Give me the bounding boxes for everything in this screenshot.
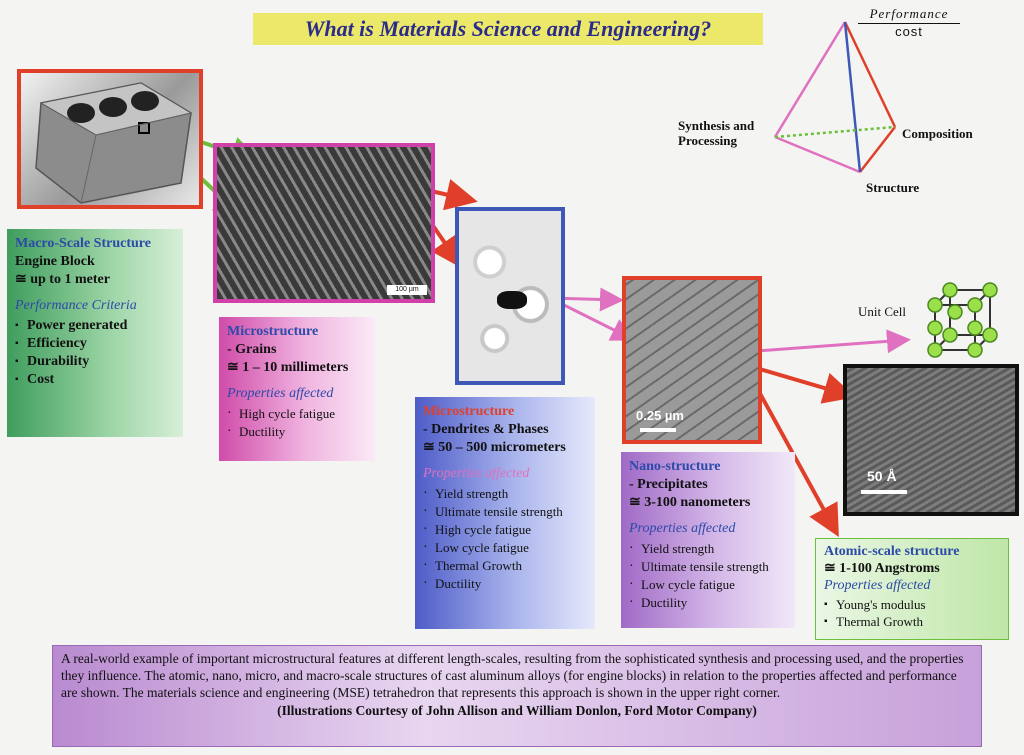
macro-scale-box	[7, 229, 183, 437]
list-item: ▪ Efficiency	[15, 335, 175, 353]
caption-text: A real-world example of important microstructural features at different length-scales, resulting from the sophisticated synthesis and processing used, and the properties they influence. The atomic, nano, micro, and macro-scale structures of cast aluminum alloys (for engine blocks) in relation to the properties affected and performance are shown. The materials science and engineering (MSE) tetrahedron that represents this approach is shown in the upper right corner.	[61, 651, 964, 700]
macro-name: Engine Block	[15, 254, 95, 269]
list-item: · Yield strength	[629, 540, 787, 558]
engine-block-graphic	[21, 73, 201, 207]
micro2-name: - Dendrites & Phases	[423, 422, 549, 437]
nano-heading: Nano-structure	[629, 459, 721, 474]
macro-criteria-label: Performance Criteria	[15, 298, 137, 313]
unit-cell-atoms	[928, 283, 997, 357]
macro-size: ≅ up to 1 meter	[15, 272, 110, 287]
list-item: · High cycle fatigue	[227, 405, 367, 423]
nanostructure-box	[621, 452, 795, 628]
caption-credit: (Illustrations Courtesy of John Allison and William Donlon, Ford Motor Company)	[277, 703, 757, 718]
atomic-scale-box	[815, 538, 1009, 640]
micro2-size: ≅ 50 – 500 micrometers	[423, 440, 566, 455]
structure-label: Structure	[866, 180, 920, 195]
macro-criteria-list	[15, 317, 175, 389]
list-item: ▪ Thermal Growth	[824, 613, 1000, 630]
atomic-scale-bar	[861, 490, 907, 494]
unit-cell-icon	[935, 290, 990, 350]
engine-block-image	[17, 69, 203, 209]
cost-label: cost	[895, 24, 923, 39]
nano-props-label: Properties affected	[629, 521, 736, 536]
nano-scale-label: 0.25 µm	[636, 408, 684, 423]
list-item: · Ultimate tensile strength	[423, 503, 587, 521]
nano-size: ≅ 3-100 nanometers	[629, 495, 751, 510]
list-item: ▪ Young's modulus	[824, 596, 1000, 613]
unit-cell-label: Unit Cell	[858, 304, 907, 319]
grains-scale-label: 100 µm	[395, 286, 419, 293]
micro-props-label: Properties affected	[227, 386, 334, 401]
nano-props-list	[629, 540, 787, 612]
phase-particle	[497, 291, 527, 309]
microstructure-box	[219, 317, 375, 461]
atomic-size: ≅ 1-100 Angstroms	[824, 561, 940, 576]
macro-heading: Macro-Scale Structure	[15, 236, 151, 251]
list-item: · Ultimate tensile strength	[629, 558, 787, 576]
tetrahedron-performance-cost	[858, 6, 960, 40]
arrow-nano-unitcell	[744, 340, 905, 352]
micro2-props-label: Properties affected	[423, 466, 530, 481]
micro2-heading: Microstructure	[423, 404, 515, 419]
mse-tetrahedron	[775, 22, 895, 172]
nano-name: - Precipitates	[629, 477, 708, 492]
atomic-props-list	[824, 596, 1000, 630]
atomic-micrograph	[843, 364, 1019, 516]
page-title: What is Materials Science and Engineering?	[253, 13, 763, 45]
dendrites-box	[415, 397, 595, 629]
synthesis-label: Synthesis and Processing	[678, 118, 755, 148]
atomic-scale-label: 50 Å	[867, 468, 897, 484]
list-item: · Low cycle fatigue	[629, 576, 787, 594]
list-item: · Low cycle fatigue	[423, 539, 587, 557]
grains-micrograph	[213, 143, 435, 303]
list-item: · Ductility	[423, 575, 587, 593]
precipitates-micrograph	[622, 276, 762, 444]
nano-scale-bar	[640, 428, 676, 432]
micro-name: - Grains	[227, 342, 277, 357]
list-item: ▪ Durability	[15, 353, 175, 371]
atomic-heading: Atomic-scale structure	[824, 544, 960, 559]
dendrites-micrograph	[455, 207, 565, 385]
list-item: ▪ Power generated	[15, 317, 175, 335]
list-item: · Ductility	[629, 594, 787, 612]
micro2-props-list	[423, 485, 587, 593]
micro-props-list	[227, 405, 367, 441]
list-item: · Ductility	[227, 423, 367, 441]
list-item: · High cycle fatigue	[423, 521, 587, 539]
list-item: ▪ Cost	[15, 371, 175, 389]
performance-label: Performance	[858, 6, 960, 24]
atomic-props-label: Properties affected	[824, 578, 931, 593]
composition-label: Composition	[902, 126, 973, 141]
figure-caption	[52, 645, 982, 747]
micro-heading: Microstructure	[227, 324, 319, 339]
list-item: · Thermal Growth	[423, 557, 587, 575]
list-item: · Yield strength	[423, 485, 587, 503]
micro-size: ≅ 1 – 10 millimeters	[227, 360, 349, 375]
